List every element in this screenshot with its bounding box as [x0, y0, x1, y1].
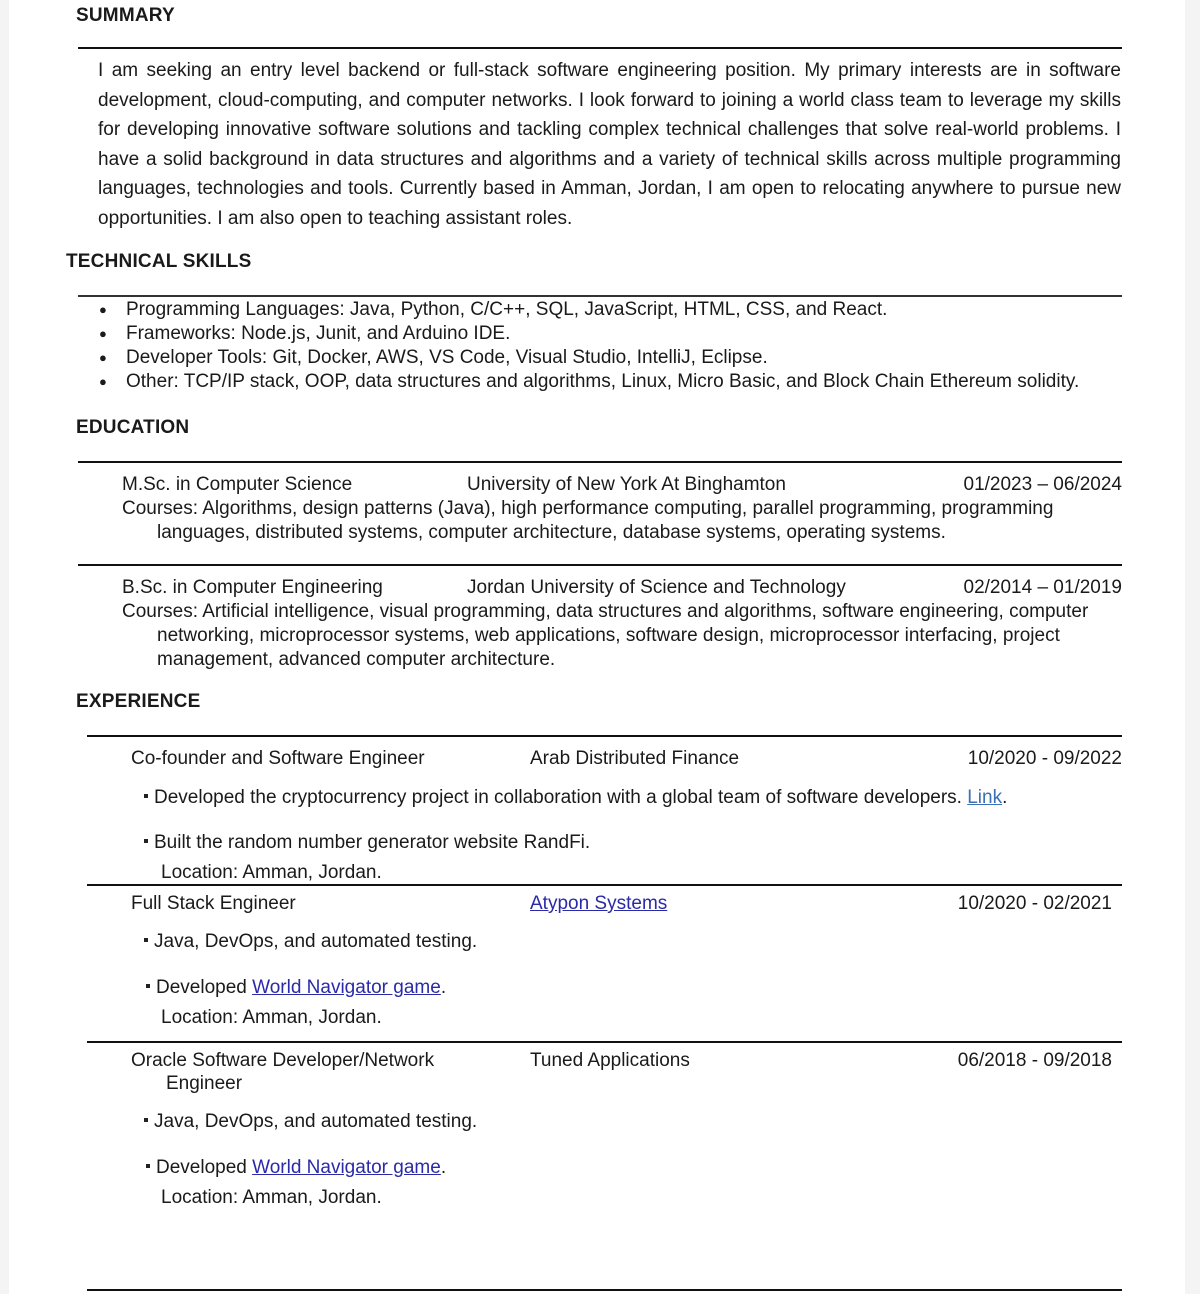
- bullet-text: Java, DevOps, and automated testing.: [154, 931, 478, 952]
- summary-divider: [78, 47, 1122, 49]
- summary-heading: SUMMARY: [76, 5, 175, 26]
- experience-bottom-divider: [87, 1289, 1122, 1291]
- courses: Courses: Artificial intelligence, visual programming, data structures and algorithms, software engineering, computer: [122, 601, 1089, 622]
- experience-entry-divider: [87, 1041, 1122, 1043]
- bullet-text: Built the random number generator website RandFi.: [154, 832, 591, 853]
- project-link[interactable]: Link: [967, 787, 1003, 808]
- courses-continued: networking, microprocessor systems, web applications, software design, microprocessor interfacing, project: [157, 625, 1060, 646]
- skills-heading: TECHNICAL SKILLS: [66, 251, 252, 272]
- bullet-item: [144, 931, 477, 953]
- experience-heading: EXPERIENCE: [76, 691, 201, 712]
- job-title: Full Stack Engineer: [131, 893, 296, 914]
- skill-item: ● Frameworks: Node.js, Junit, and Arduino IDE.: [99, 322, 1079, 346]
- bullet-text: Java, DevOps, and automated testing.: [154, 1111, 478, 1132]
- school: University of New York At Binghamton: [467, 474, 786, 495]
- skills-list: [99, 298, 1079, 394]
- degree: M.Sc. in Computer Science: [122, 474, 353, 495]
- courses-continued: management, advanced computer architecture.: [157, 649, 556, 670]
- job-title: Co-founder and Software Engineer: [131, 748, 425, 769]
- school: Jordan University of Science and Technology: [467, 577, 846, 598]
- resume-page: [9, 0, 1185, 1294]
- period: .: [440, 1157, 447, 1178]
- experience-entry-divider: [87, 884, 1122, 886]
- courses-continued: languages, distributed systems, computer architecture, database systems, operating systems.: [157, 522, 946, 543]
- skill-item: ● Developer Tools: Git, Docker, AWS, VS Code, Visual Studio, IntelliJ, Eclipse.: [99, 346, 1079, 370]
- job-title-continued: Engineer: [166, 1073, 243, 1094]
- dates: 10/2020 - 02/2021: [957, 893, 1112, 914]
- courses: Courses: Algorithms, design patterns (Java), high performance computing, parallel programming, programming: [122, 498, 1054, 519]
- bullet-text: Developed: [156, 1157, 247, 1178]
- company: Tuned Applications: [530, 1050, 690, 1071]
- bullet-icon: [146, 1164, 150, 1168]
- bullet-item: [144, 787, 1007, 809]
- job-title: Oracle Software Developer/Network: [131, 1050, 435, 1071]
- company-link[interactable]: Atypon Systems: [530, 893, 668, 914]
- bullet-icon: [144, 938, 148, 942]
- education-divider: [78, 461, 1122, 463]
- bullet-icon: [144, 1118, 148, 1122]
- bullet-item: [144, 1111, 477, 1133]
- project-link[interactable]: World Navigator game: [252, 977, 441, 998]
- experience-divider: [87, 735, 1122, 737]
- skill-item: ● Other: TCP/IP stack, OOP, data structures and algorithms, Linux, Micro Basic, and Block Chain Ethereum solidity.: [99, 370, 1079, 394]
- dates: 01/2023 – 06/2024: [963, 474, 1122, 495]
- bullet-text: Developed the cryptocurrency project in collaboration with a global team of software developers.: [154, 787, 962, 808]
- location: Location: Amman, Jordan.: [161, 1187, 382, 1208]
- dates: 02/2014 – 01/2019: [963, 577, 1122, 598]
- period: .: [440, 977, 447, 998]
- summary-text: I am seeking an entry level backend or full-stack software engineering position. My primary interests are in software development, cloud-computing, and computer networks. I look forward to joining a world class team to leverage my skills for developing innovative software solutions and tackling complex technical challenges that solve real-world problems. I have a solid background in data structures and algorithms and a variety of technical skills across multiple programming languages, technologies and tools. Currently based in Amman, Jordan, I am open to relocating anywhere to pursue new opportunities. I am also open to teaching assistant roles.: [98, 60, 1121, 229]
- bullet-item: [144, 832, 590, 854]
- bullet-item: [146, 977, 446, 999]
- dates: 10/2020 - 09/2022: [967, 748, 1122, 769]
- education-entry-divider: [78, 564, 1122, 566]
- bullet-icon: [146, 984, 150, 988]
- bullet-icon: [144, 839, 148, 843]
- location: Location: Amman, Jordan.: [161, 1007, 382, 1028]
- education-heading: EDUCATION: [76, 417, 190, 438]
- dates: 06/2018 - 09/2018: [957, 1050, 1112, 1071]
- bullet-text: Developed: [156, 977, 247, 998]
- skill-item: ● Programming Languages: Java, Python, C/C++, SQL, JavaScript, HTML, CSS, and React.: [99, 298, 1079, 322]
- bullet-item: [146, 1157, 446, 1179]
- skills-divider: [78, 295, 1122, 297]
- period: .: [1002, 787, 1008, 808]
- degree: B.Sc. in Computer Engineering: [122, 577, 383, 598]
- location: Location: Amman, Jordan.: [161, 862, 382, 883]
- project-link[interactable]: World Navigator game: [252, 1157, 441, 1178]
- company: Arab Distributed Finance: [530, 748, 740, 769]
- bullet-icon: [144, 794, 148, 798]
